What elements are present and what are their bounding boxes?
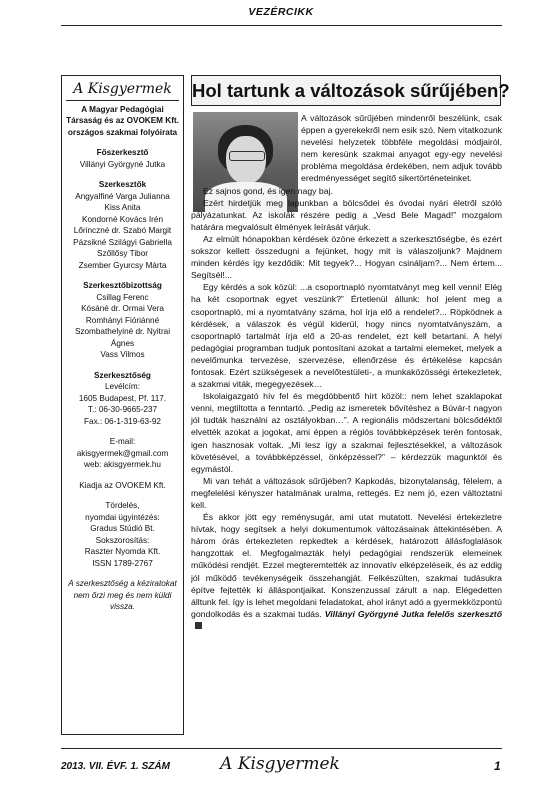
- publisher-info: A Magyar Pedagógiai Társaság és az OVOKEM Kft. országos szakmai folyóirata: [66, 104, 179, 137]
- article-paragraph: Ez sajnos gond, és igen nagy baj.: [203, 185, 333, 196]
- article-headline: Hol tartunk a változások sűrűjében?: [191, 75, 501, 106]
- article-body: [191, 112, 502, 632]
- article-paragraph: Az elmúlt hónapokban kérdések özöne érkezett a szerkesztőségbe, és ezért sokszor kellett összedugni a fejünket, hogy mit is válaszoljunk? Majdnem minden kérdés így kezdődik: Mit tegyek?... Hogyan csináljam?... Nem értem... Segítsél!...: [191, 233, 502, 281]
- editor-name: Angyalfiné Varga Julianna: [75, 191, 170, 201]
- print-line: nyomdai ügyintézés:: [85, 512, 160, 522]
- article-paragraph: Egy kérdés a sok közül: ...a csoportnapló nyomtatványt meg kell venni! Elég ha két csoportnak egyet veszünk?” Értetlenül állunk: hol jelent meg a csoportnapló, mi a nyomtatvány száma, hol írja elő a rendelet?... Röpködnek a kérdések, a válaszok és végül kiderül, hogy nincs nyomtatványszám, a csoportnapló tartalmát írja elő a 20-as rendelet, ezt kell betartani. A helyi pedagógiai programban tudjuk pontosítani azokat a tartalmi elemeket, melyek a nevelőmunka tervezése, szervezése, ellenőrzése és értékelése kapcsán fontosak. Ezért szükségesek a nevelőtestületi-, a munkaközösségi értekezletek, a szakmai viták, megegyezések…: [191, 282, 502, 390]
- office-block: [66, 370, 179, 428]
- publisher-line: Kiadja az OVOKEM Kft.: [79, 480, 166, 490]
- article-intro: [301, 112, 502, 185]
- print-line: Raszter Nyomda Kft.: [84, 547, 161, 556]
- article-paragraph: Iskolaigazgató hív fel és megdöbbentő hírt közöl:: nem lehet szaklapokat venni, megtiltotta a fenntartó. „Pedig az ismeretek bővítéshez a Búvár-t nagyon jól tudták használni az osztályokban…”. A regionális módszertani bölcsődéktől elvették azokat a jogokat, ami éppen a régiós továbbképzések terén fontosak, igen hasznosak voltak. „Mi lesz így a szakmai fejlesztésekkel, a változások követésével, a továbbképzéssel, önképzéssel?” – kérdezzük magunktól és egymástól.: [191, 391, 502, 474]
- editor-name: Lőrinczné dr. Szabó Margit: [73, 226, 172, 235]
- article-paragraph: [191, 511, 502, 632]
- office-line: Levélcím:: [104, 382, 141, 391]
- committee-member: Szombathelyiné dr. Nyitrai Ágnes: [74, 327, 171, 348]
- editor-name: Kiss Anita: [104, 203, 141, 212]
- signature: Villányi Györgyné Jutka felelős szerkesztő: [324, 608, 503, 619]
- end-mark-icon: [195, 622, 202, 629]
- office-line: 1605 Budapest, Pf. 117.: [78, 393, 167, 403]
- article-paragraph: Ezért hirdetjük meg lapunkban a bölcsődei és óvodai nyári életről szóló pályázatunkat. Az iskolák részére pedig a „Vesd Bele Magad!” mozgalom határára megvalósult élmények leírását várjuk.: [191, 197, 502, 232]
- committee-member: Vass Vilmos: [100, 350, 145, 359]
- footer-magazine-title: A Kisgyermek: [220, 754, 340, 774]
- editor-name: Szőllősy Tibor: [97, 249, 148, 258]
- office-line: T.: 06-30-9665-237: [87, 405, 158, 414]
- web-line: web: akisgyermek.hu: [84, 460, 161, 469]
- editor-in-chief-name: Villányi Györgyné Jutka: [79, 159, 166, 169]
- issue-info: 2013. VII. ÉVF. 1. SZÁM: [61, 761, 170, 772]
- article-paragraph: Mi van tehát a változások sűrűjében? Kapkodás, bizonytalanság, félelem, a megfelelési kényszer hatalmának uralma, rettegés. Ez nem jó, ezen változtatni kell.: [191, 475, 502, 510]
- editor-in-chief-block: [66, 147, 179, 170]
- page-header: [61, 0, 501, 24]
- manuscript-note: A szerkesztőség a kéziratokat nem őrzi meg és nem küldi vissza.: [68, 579, 177, 611]
- committee-member: Csillag Ferenc: [96, 292, 149, 302]
- editors-block: [66, 179, 179, 271]
- section-title: VEZÉRCIKK: [248, 6, 314, 18]
- print-line: Sokszorosítás:: [95, 535, 150, 545]
- header-rule: [61, 25, 502, 26]
- committee-member: Romhányi Fióriánné: [85, 315, 160, 325]
- committee-block: [66, 280, 179, 361]
- email-line: E-mail: akisgyermek@gmail.com: [76, 437, 169, 458]
- masthead-title: A Kisgyermek: [66, 84, 179, 101]
- committee-member: Kósáné dr. Ormai Vera: [81, 304, 164, 313]
- article-paragraph-text: És akkor jött egy reménysugár, ami utat mutatott. Nevelési értekezletre hívtak, hogy segítsek a helyi dokumentumok változásainak áttekintésében. A három órás értekezleten repkedtek a kérdések, határozott állásfoglalások hangzottak el. Megfogalmazták helyi pedagógiai rendszerük elemeinek működési rendjét. Ezzel megteremtették az innovatív elképzeléseik, és az eddig jól működő tevékenységeik összehangját. Felkészülten, szakmai tudásukra építve fejtették ki álláspontjaikat. Konszenzussal zárult a nap. Elégedetten álltunk fel. így is lehet megoldani feladatokat, ahol irányt adó a gyermekközpontú gondolkodás és a szakmai tudás.: [191, 512, 502, 619]
- print-line: ISSN 1789-2767: [92, 558, 153, 568]
- intro-paragraph: A változások sűrűjében mindenről beszélünk, csak éppen a gyerekekről nem esik szó. Nem vitatkozunk nevelési helyzetek többféle megoldási módjairól, nem keresünk szakmai anyagot egy-egy nevelési probléma megoldása érdekében, nem adjuk tovább eredményességet segítő sikertörténeteinket.: [301, 113, 502, 184]
- page-number: 1: [494, 759, 501, 773]
- print-line: Gradus Stúdió Bt.: [90, 524, 155, 533]
- editors-heading: Szerkesztők: [98, 180, 147, 189]
- editor-name: Kondorné Kovács Irén: [81, 214, 163, 224]
- print-line: Tördelés,: [105, 501, 140, 510]
- print-block: [66, 500, 179, 569]
- editor-name: Zsember Gyurcsy Márta: [78, 260, 167, 270]
- office-heading: Szerkesztőség: [94, 370, 151, 380]
- office-line: Fax.: 06-1-319-63-92: [84, 416, 161, 426]
- masthead-sidebar: [61, 75, 184, 735]
- footer-rule: [61, 748, 502, 749]
- committee-heading: Szerkesztőbizottság: [83, 281, 162, 290]
- contact-block: [66, 436, 179, 471]
- editor-in-chief-heading: Főszerkesztő: [96, 148, 149, 157]
- editor-name: Pázsikné Szilágyi Gabriella: [73, 237, 172, 247]
